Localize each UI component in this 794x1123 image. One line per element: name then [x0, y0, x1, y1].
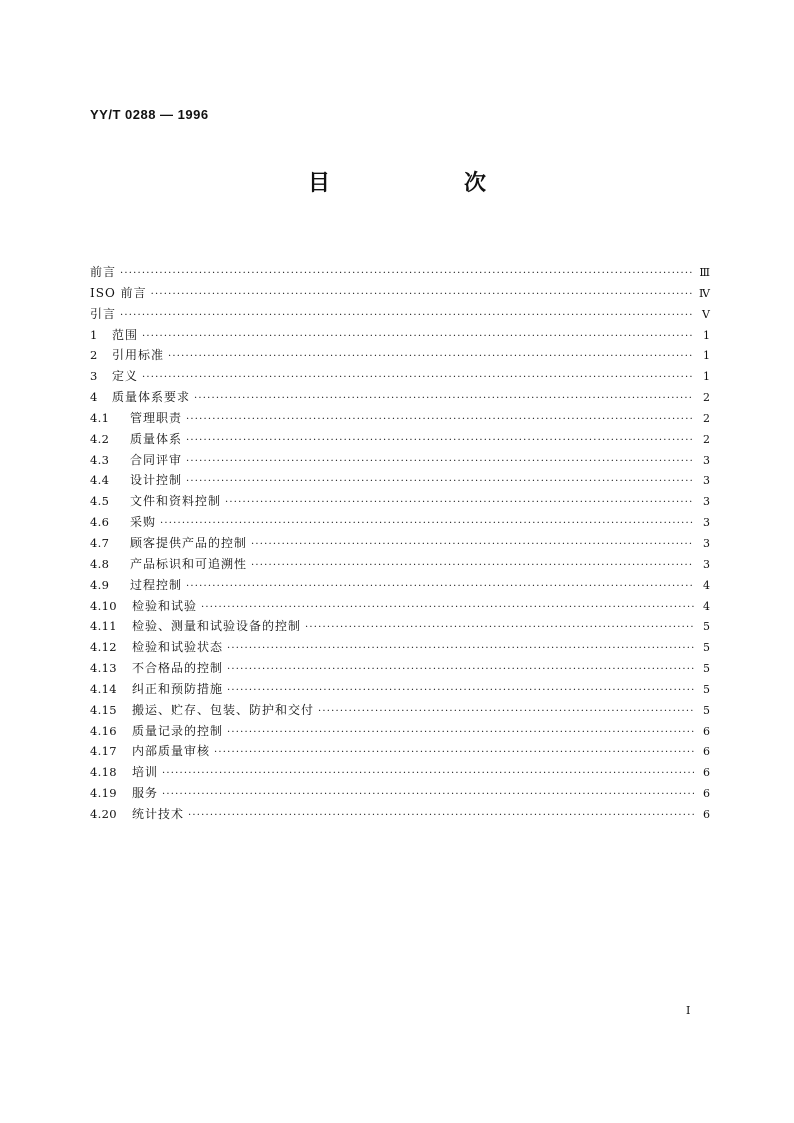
toc-entry-page: 1 — [703, 370, 710, 384]
toc-entry-number: 4.18 — [90, 765, 117, 780]
toc-leader-dots — [186, 452, 694, 473]
toc-entry-title: 引言 — [90, 306, 117, 321]
toc-entry-number: 4.8 — [90, 556, 110, 571]
toc-entry-page: 3 — [703, 453, 710, 467]
toc-entry-title: 纠正和预防措施 — [132, 681, 224, 696]
toc-entry-page: 2 — [703, 432, 710, 446]
toc-entry-title: 检验和试验状态 — [132, 640, 224, 655]
toc-entry-title: 服务 — [132, 786, 159, 801]
toc-entry-number: 4.1 — [90, 410, 110, 425]
toc-leader-dots — [142, 327, 694, 348]
toc-leader-dots — [160, 514, 694, 535]
toc-entry-page: 4 — [703, 599, 710, 613]
toc-entry-number: 2 — [90, 348, 98, 363]
toc-leader-dots — [186, 431, 694, 452]
toc-leader-dots — [227, 723, 694, 744]
toc-entry[interactable] — [90, 762, 710, 783]
toc-entry[interactable] — [90, 554, 710, 575]
toc-entry-page: 6 — [703, 787, 710, 801]
toc-entry-page: 6 — [703, 807, 710, 821]
toc-leader-dots — [168, 347, 694, 368]
toc-leader-dots — [227, 639, 694, 660]
toc-entry[interactable] — [90, 345, 710, 366]
toc-entry-title: 前言 — [90, 265, 117, 279]
toc-entry-page: 3 — [703, 516, 710, 530]
toc-entry-number: 4.14 — [90, 681, 117, 696]
toc-entry[interactable] — [90, 741, 710, 762]
toc-entry-page: 3 — [703, 495, 710, 509]
toc-leader-dots — [225, 493, 694, 514]
toc-entry-number: 4.3 — [90, 452, 110, 467]
toc-leader-dots — [227, 681, 694, 702]
toc-entry-page: 4 — [703, 578, 710, 592]
toc-entry[interactable] — [90, 575, 710, 596]
page-title: 目 次 — [307, 171, 542, 196]
toc-entry-title: 检验和试验 — [132, 598, 198, 613]
toc-entry-number: 4.6 — [90, 515, 110, 530]
toc-entry[interactable] — [90, 325, 710, 346]
toc-entry[interactable] — [90, 596, 710, 617]
toc-entry-page: 5 — [703, 682, 710, 696]
page-number: I — [686, 1004, 691, 1017]
toc-entry-number: 4.19 — [90, 786, 117, 801]
toc-leader-dots — [120, 306, 694, 327]
toc-entry-title: 搬运、贮存、包装、防护和交付 — [132, 702, 315, 717]
toc-leader-dots — [227, 660, 694, 681]
standard-code: YY/T 0288 — 1996 — [90, 107, 209, 122]
toc-leader-dots — [251, 556, 694, 577]
toc-entry[interactable] — [90, 387, 710, 408]
toc-leader-dots — [186, 472, 694, 493]
toc-leader-dots — [305, 618, 694, 639]
toc-entry-page: Ⅲ — [699, 266, 710, 279]
toc-entry[interactable] — [90, 470, 710, 491]
toc-entry-number: 4.9 — [90, 577, 110, 592]
toc-entry-page: 5 — [703, 641, 710, 655]
toc-entry[interactable] — [90, 366, 710, 387]
toc-leader-dots — [318, 702, 694, 723]
toc-leader-dots — [186, 577, 694, 598]
toc-entry[interactable] — [90, 283, 710, 304]
toc-entry-title: 顾客提供产品的控制 — [130, 535, 248, 550]
toc-entry[interactable] — [90, 783, 710, 804]
toc-leader-dots — [120, 264, 694, 285]
toc-entry-number: 4 — [90, 390, 98, 405]
toc-entry-title: 统计技术 — [132, 806, 185, 821]
toc-entry-number: 4.11 — [90, 619, 117, 634]
toc-entry-title: 范围 — [112, 327, 139, 342]
toc-entry[interactable] — [90, 450, 710, 471]
toc-leader-dots — [162, 785, 694, 806]
toc-entry-number: 4.16 — [90, 723, 117, 738]
toc-entry-page: 6 — [703, 766, 710, 780]
toc-entry-page: 3 — [703, 474, 710, 488]
toc-entry-title: 设计控制 — [130, 473, 183, 488]
toc-entry[interactable] — [90, 804, 710, 825]
toc-entry[interactable] — [90, 533, 710, 554]
toc-entry-title: 质量记录的控制 — [132, 723, 224, 738]
toc-entry-page: 3 — [703, 536, 710, 550]
toc-entry-title: 质量体系 — [130, 431, 183, 446]
toc-entry-page: 5 — [703, 703, 710, 717]
toc-entry-number: 1 — [90, 327, 98, 342]
toc-leader-dots — [214, 743, 694, 764]
toc-entry-title: 定义 — [112, 369, 139, 384]
toc-entry-number: 3 — [90, 369, 98, 384]
toc-entry-title: 合同评审 — [130, 452, 183, 467]
toc-entry-page: Ⅴ — [702, 307, 710, 321]
toc-entry-number: 4.20 — [90, 806, 117, 821]
toc-leader-dots — [188, 806, 694, 827]
toc-entry-page: 2 — [703, 391, 710, 405]
toc-entry-number: 4.12 — [90, 640, 117, 655]
toc-entry-page: Ⅳ — [699, 286, 710, 300]
toc-leader-dots — [201, 598, 694, 619]
toc-entry-number: 4.17 — [90, 744, 117, 759]
toc-entry-number: 4.5 — [90, 494, 110, 509]
toc-entry[interactable] — [90, 658, 710, 679]
toc-entry-number: 4.13 — [90, 661, 117, 676]
table-of-contents — [90, 262, 710, 825]
toc-entry[interactable] — [90, 512, 710, 533]
toc-entry-page: 5 — [703, 620, 710, 634]
toc-entry[interactable] — [90, 700, 710, 721]
toc-entry[interactable] — [90, 721, 710, 742]
toc-entry[interactable] — [90, 262, 710, 283]
toc-entry[interactable] — [90, 491, 710, 512]
toc-entry-title: 培训 — [132, 765, 159, 780]
toc-entry-number: 4.2 — [90, 431, 110, 446]
toc-entry-page: 1 — [703, 328, 710, 342]
toc-entry-page: 2 — [703, 411, 710, 425]
toc-entry-page: 3 — [703, 557, 710, 571]
toc-entry[interactable] — [90, 408, 710, 429]
toc-entry[interactable] — [90, 429, 710, 450]
toc-entry-title: 内部质量审核 — [132, 744, 211, 759]
toc-entry-title: 采购 — [130, 515, 157, 530]
toc-entry-number: 4.4 — [90, 473, 110, 488]
toc-entry[interactable] — [90, 304, 710, 325]
toc-entry[interactable] — [90, 637, 710, 658]
toc-entry-title: ISO 前言 — [90, 285, 147, 300]
toc-leader-dots — [251, 535, 694, 556]
toc-entry-title: 质量体系要求 — [112, 390, 191, 405]
toc-entry-title: 产品标识和可追溯性 — [130, 556, 248, 571]
toc-entry-number: 4.15 — [90, 702, 117, 717]
toc-entry-number: 4.10 — [90, 598, 117, 613]
toc-entry[interactable] — [90, 679, 710, 700]
toc-leader-dots — [142, 368, 694, 389]
toc-entry-number: 4.7 — [90, 535, 110, 550]
toc-entry-title: 管理职责 — [130, 410, 183, 425]
toc-entry-title: 引用标准 — [112, 348, 165, 363]
toc-leader-dots — [162, 764, 694, 785]
toc-entry-page: 6 — [703, 724, 710, 738]
toc-entry-title: 文件和资料控制 — [130, 494, 222, 509]
toc-leader-dots — [186, 410, 694, 431]
toc-entry[interactable] — [90, 616, 710, 637]
toc-entry-title: 过程控制 — [130, 577, 183, 592]
toc-entry-title: 不合格品的控制 — [132, 661, 224, 676]
toc-leader-dots — [151, 285, 694, 306]
toc-entry-page: 6 — [703, 745, 710, 759]
toc-entry-page: 1 — [703, 349, 710, 363]
toc-entry-page: 5 — [703, 662, 710, 676]
toc-leader-dots — [194, 389, 694, 410]
toc-entry-title: 检验、测量和试验设备的控制 — [132, 619, 302, 634]
